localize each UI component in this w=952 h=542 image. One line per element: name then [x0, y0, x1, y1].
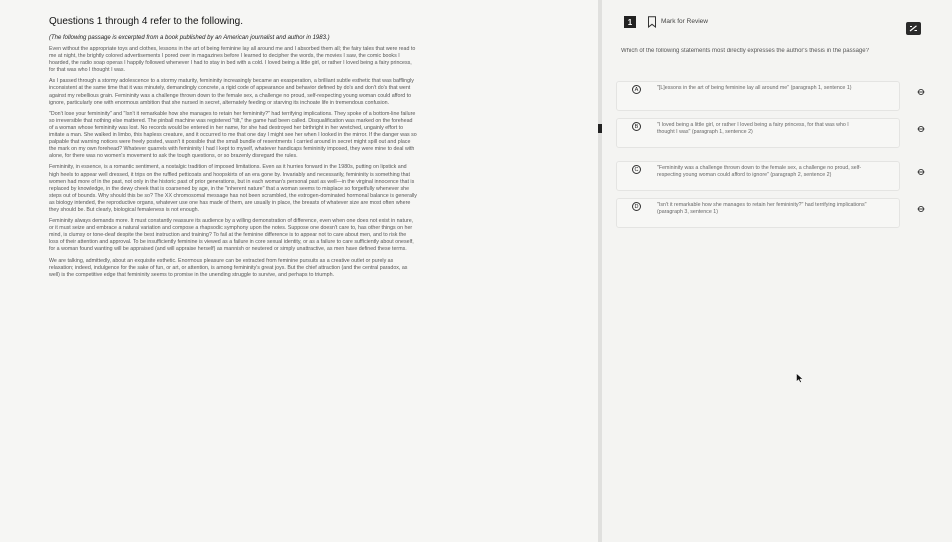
option-text-d: "Isn't it remarkable how she manages to retain her femininity?" had terrifying implications" (paragraph 3, sentence 1): [657, 202, 867, 215]
answer-option-b[interactable]: [616, 118, 900, 148]
eliminate-icon[interactable]: [917, 205, 925, 213]
question-number-badge: 1: [624, 16, 636, 28]
answer-option-c[interactable]: [616, 161, 900, 191]
eliminate-icon[interactable]: [917, 125, 925, 133]
question-stem: Which of the following statements most directly expresses the author's thesis in the passage?: [621, 48, 869, 54]
passage-paragraph: As I passed through a stormy adolescence to a stormy maturity, femininity increasingly became an exasperation, a brilliant subtle esthetic that was bafflingly inconsistent at the same time that it was minutely, demandingly concrete, a rigid code of appearance and behavior defined by do's and don't do's that went against my rebellious grain. Femininity was a challenge thrown down to the female sex, a challenge no proud, self-respecting young woman could afford to ignore, particularly one with enormous ambition that she nursed in secret, alternately feeding or starving its inchoate life in tremendous confusion.: [49, 78, 414, 106]
passage-header: Questions 1 through 4 refer to the following.: [49, 16, 244, 27]
calculator-icon: [909, 25, 918, 32]
option-letter-c: C: [632, 165, 641, 174]
passage-paragraph: We are talking, admittedly, about an exquisite esthetic. Enormous pleasure can be extracted from feminine pursuits as a creative outlet or purely as relaxation; indeed, indulgence for the sake of fun, or art, or attention, is among femininity's great joys. But the chief attraction (and the central paradox, as well) is the competitive edge that femininity seems to promise in the unending struggle to survive, and perhaps to triumph.: [49, 257, 408, 278]
calculator-button[interactable]: [906, 22, 921, 35]
eliminate-icon[interactable]: [917, 88, 925, 96]
mouse-cursor-icon: [796, 373, 804, 383]
mark-for-review-label[interactable]: Mark for Review: [661, 18, 708, 25]
question-pane: [602, 0, 952, 542]
bookmark-icon[interactable]: [647, 16, 657, 28]
passage-paragraph: Even without the appropriate toys and clothes, lessons in the art of being feminine lay all around me and I absorbed them all; the fairy tales that were read to me at night, the brightly colored advertisements I pored over in magazines before I learned to decipher the words, the movies I saw, the comic books I hoarded, the radio soap operas I happily followed whenever I had to stay in bed with a cold. I loved being a little girl, or rather I loved being a fairy princess, for that was who I thought I was.: [49, 46, 416, 74]
option-text-b: "I loved being a little girl, or rather I loved being a fairy princess, for that was who I thought I was" (paragraph 1, sentence 2): [657, 122, 849, 135]
passage-paragraph: Femininity always demands more. It must constantly reassure its audience by a willing demonstration of difference, even when one does not exist in nature, or it must seize and embrace a natural variation and compose a rhapsodic symphony upon the notes. Suppose one doesn't care to, has other things on her mind, is clumsy or tone-deaf despite the best instruction and training? To fail at the feminine difference is to appear not to care about men, and to risk the loss of their attention and approval. To be insufficiently feminine is viewed as a failure in core sexual identity, or as a failure to care sufficiently about oneself, for a woman found wanting will be appraised (and will appraise herself) as mannish or neutered or simply unattractive, as men have defined these terms.: [49, 218, 414, 253]
option-text-a: "[L]essons in the art of being feminine lay all around me" (paragraph 1, sentence 1): [657, 85, 852, 91]
passage-intro: (The following passage is excerpted from a book published by an American journalist and author in 1983.): [49, 35, 330, 41]
option-letter-b: B: [632, 122, 641, 131]
passage-paragraph: "Don't lose your femininity" and "Isn't it remarkable how she manages to retain her femininity?" had terrifying implications. They spoke of a bottom-line failure so irreversible that nothing else mattered. The pinball machine was registered "tilt," the game had been called. Disqualification was marked on the forehead of a woman whose femininity was lost. No records would be entered in her name, for she had destroyed her birthright in her wretched, ungainly effort to imitate a man. She walked in limbo, this hapless creature, and it occurred to me that one day I might see her when I looked in the mirror. If the danger was so palpable that warning notices were freely posted, wasn't it possible that the small bundle of resentments I carried around in secret might spill out and place the mark on my own forehead? Whatever quarrels with femininity I had I kept to myself, whatever handicaps femininity imposed, they were mine to deal with alone, for there was no women's movement to ask the tough questions, or so brazenly disregard the rules.: [49, 110, 417, 160]
option-text-c: "Femininity was a challenge thrown down to the female sex, a challenge no proud, self-respecting young woman could afford to ignore" (paragraph 2, sentence 2): [657, 165, 862, 178]
answer-option-d[interactable]: [616, 198, 900, 228]
passage-text: [49, 46, 417, 279]
option-letter-a: A: [632, 85, 641, 94]
option-letter-d: D: [632, 202, 641, 211]
eliminate-icon[interactable]: [917, 168, 925, 176]
answer-option-a[interactable]: [616, 81, 900, 111]
passage-paragraph: Femininity, in essence, is a romantic sentiment, a nostalgic tradition of imposed limitations. Even as it hurries forward in the 1980s, putting on lipstick and high heels to appear well dressed, it trips on the ruffled petticoats and hoopskirts of an era gone by. Invariably and necessarily, femininity is something that women had more of in the past, not only in the historic past of prior generations, but in each woman's personal past as well—in the virginal innocence that is replaced by knowledge, in the dewy cheek that is coarsened by age, in the "inherent nature" that a woman seems to misplace so forgetfully whenever she steps out of bounds. Why should this be so? The XX chromosomal message has not been scrambled, the estrogen-dominated hormonal balance is generally as biology intended, the reproductive organs, whatever use one has made of them, are usually in place, the breasts of whatever size are most often where they should be. But clearly, biological femaleness is not enough.: [49, 164, 417, 213]
